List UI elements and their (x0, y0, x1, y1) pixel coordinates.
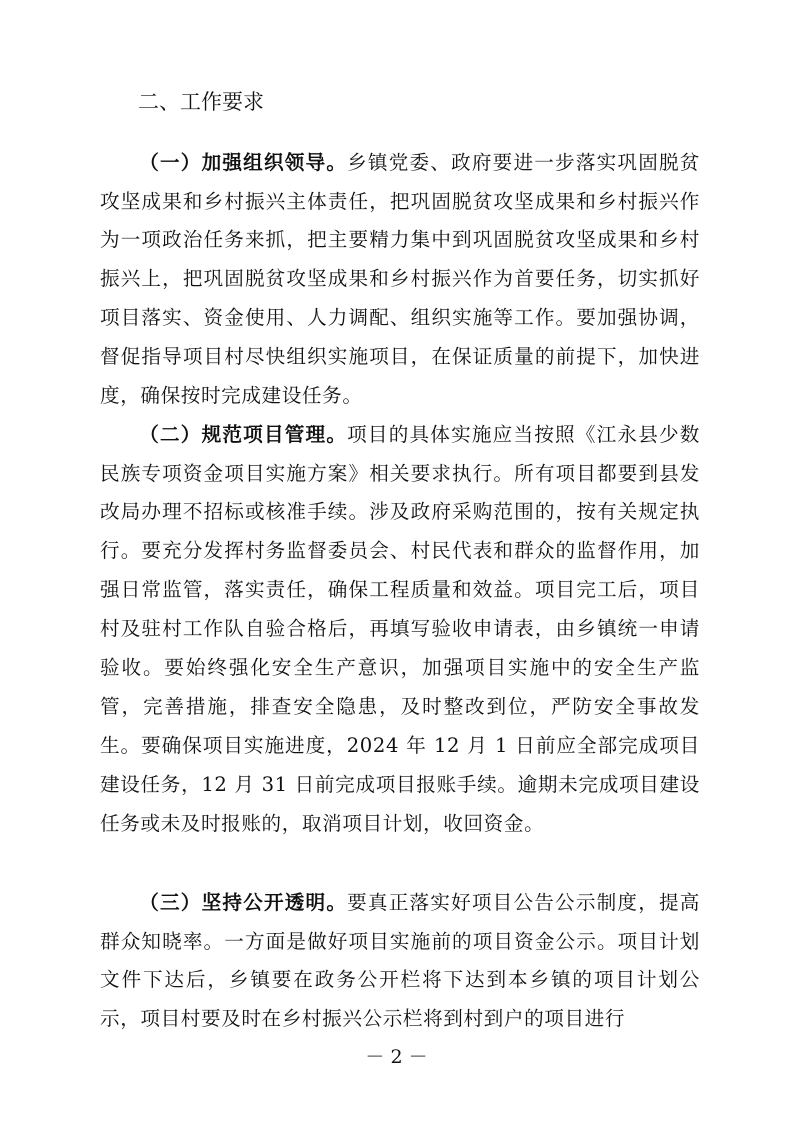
paragraph-body: 要真正落实好项目公告公示制度，提高群众知晓率。一方面是做好项目实施前的项目资金公示。项目计划文件下达后，乡镇要在政务公开栏将下达到本乡镇的项目计划公示，项目村要及时在乡村振兴公示栏将到村到户的项目进行 (100, 890, 701, 1031)
paragraph-strengthen-leadership (100, 144, 700, 416)
paragraph-project-management (100, 416, 700, 844)
paragraph-body: 乡镇党委、政府要进一步落实巩固脱贫攻坚成果和乡村振兴主体责任，把巩固脱贫攻坚成果和乡村振兴作为一项政治任务来抓，把主要精力集中到巩固脱贫攻坚成果和乡村振兴上，把巩固脱贫攻坚成果和乡村振兴作为首要任务，切实抓好项目落实、资金使用、人力调配、组织实施等工作。要加强协调，督促指导项目村尽快组织实施项目，在保证质量的前提下，加快进度，确保按时完成建设任务。 (100, 150, 701, 408)
paragraph-lead: （一）加强组织领导。 (139, 150, 348, 174)
paragraph-transparency (100, 884, 700, 1040)
paragraph-lead: （三）坚持公开透明。 (139, 890, 348, 914)
paragraph-lead: （二）规范项目管理。 (139, 422, 348, 446)
paragraph-body: 项目的具体实施应当按照《江永县少数民族专项资金项目实施方案》相关要求执行。所有项目都要到县发改局办理不招标或核准手续。涉及政府采购范围的，按有关规定执行。要充分发挥村务监督委员会、村民代表和群众的监督作用，加强日常监管，落实责任，确保工程质量和效益。项目完工后，项目村及驻村工作队自验合格后，再填写验收申请表，由乡镇统一申请验收。要始终强化安全生产意识，加强项目实施中的安全生产监管，完善措施，排查安全隐患，及时整改到位，严防安全事故发生。要确保项目实施进度，2024 年 12 月 1 日前应全部完成项目建设任务，12 月 31 日前完成项目报账手续。逾期未完成项目建设任务或未及时报账的，取消项目计划，收回资金。 (100, 422, 701, 835)
page-number: － 2 － (365, 1046, 428, 1068)
section-heading: 二、工作要求 (138, 90, 264, 114)
